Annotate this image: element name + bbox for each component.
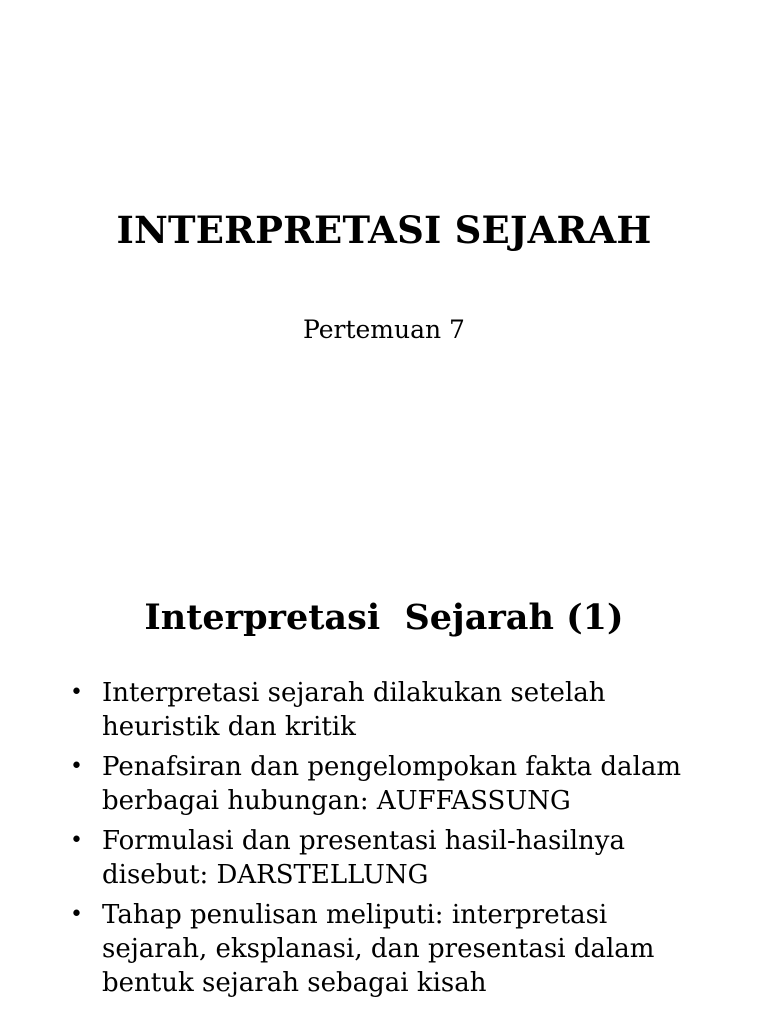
bullet-icon: • (70, 754, 83, 779)
slide-subtitle: Pertemuan 7 (303, 315, 465, 344)
bullet-text: Penafsiran dan pengelompokan fakta dalam berbagai hubungan: AUFFASSUNG (102, 752, 682, 816)
bullet-item (68, 824, 718, 892)
bullet-icon: • (70, 902, 83, 927)
bullet-icon: • (70, 828, 83, 853)
bullet-item (68, 750, 718, 818)
bullet-text: Formulasi dan presentasi hasil-hasilnya disebut: DARSTELLUNG (102, 826, 625, 890)
bullet-list (68, 676, 718, 1006)
slide-title: INTERPRETASI SEJARAH (116, 208, 652, 252)
bullet-icon: • (70, 680, 83, 705)
section-title: Interpretasi Sejarah (1) (144, 597, 624, 638)
bullet-item (68, 676, 718, 744)
content-slide (0, 512, 768, 1024)
bullet-text: Interpretasi sejarah dilakukan setelah heuristik dan kritik (102, 678, 606, 742)
bullet-item (68, 898, 718, 1000)
bullet-text: Tahap penulisan meliputi: interpretasi sejarah, eksplanasi, dan presentasi dalam bentuk sejarah sebagai kisah (102, 900, 655, 998)
